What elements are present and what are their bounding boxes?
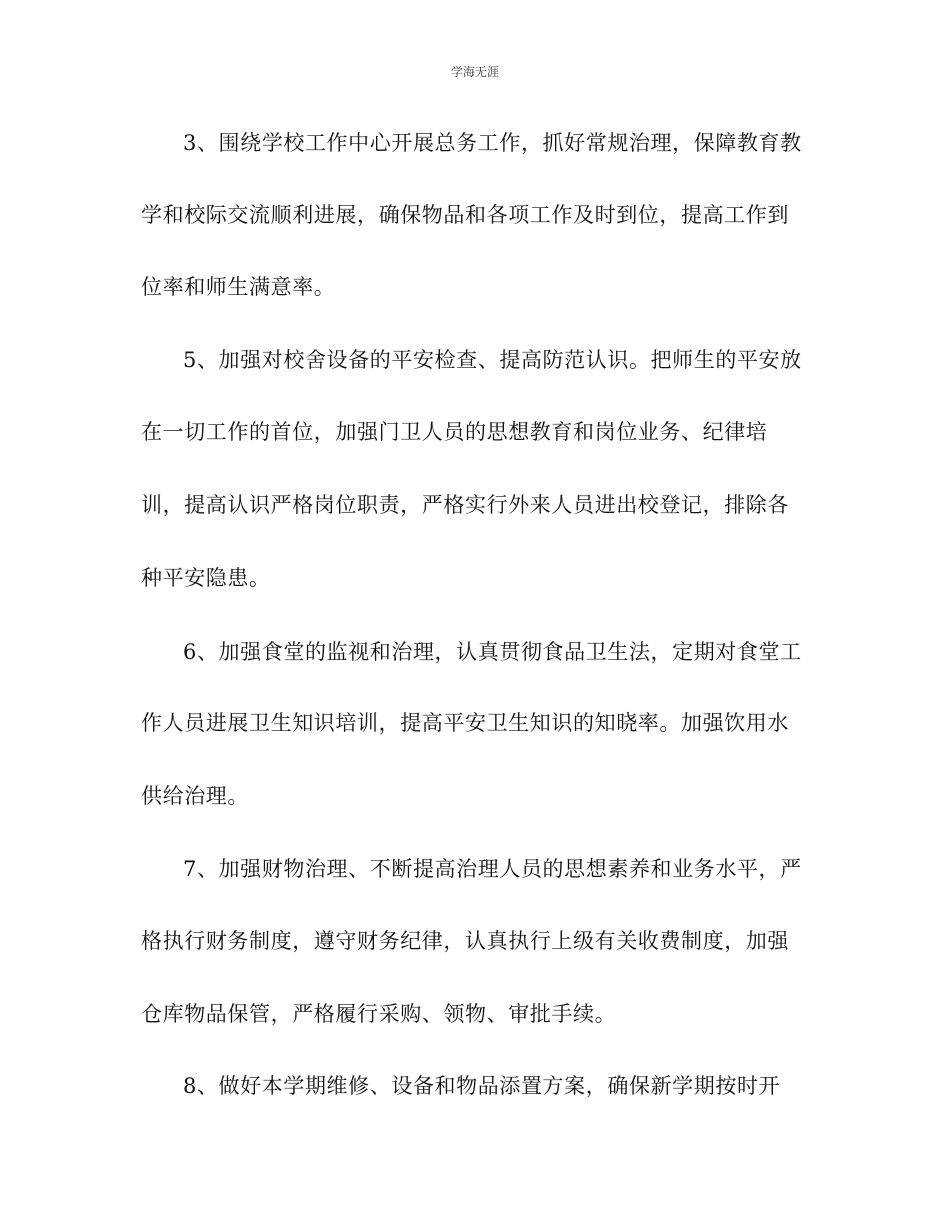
paragraph-line: 3、围绕学校工作中心开展总务工作，抓好常规治理，保障教育教 (183, 131, 802, 155)
paragraph-line: 种平安隐患。 (141, 566, 271, 590)
paragraph-line: 训，提高认识严格岗位职责，严格实行外来人员进出校登记，排除各 (141, 493, 789, 517)
paragraph-line: 供给治理。 (141, 784, 249, 808)
paragraph-line: 仓库物品保管，严格履行采购、领物、审批手续。 (141, 1002, 617, 1026)
paragraph-line: 格执行财务制度，遵守财务纪律，认真执行上级有关收费制度，加强 (141, 929, 789, 953)
page-header: 学海无涯 (450, 65, 499, 79)
paragraph-line: 作人员进展卫生知识培训，提高平安卫生知识的知晓率。加强饮用水 (141, 711, 789, 735)
paragraph-line: 在一切工作的首位，加强门卫人员的思想教育和岗位业务、纪律培 (141, 420, 768, 444)
paragraph-line: 7、加强财物治理、不断提高治理人员的思想素养和业务水平，严 (183, 857, 802, 881)
paragraph-line: 5、加强对校舍设备的平安检查、提高防范认识。把师生的平安放 (183, 348, 802, 372)
paragraph-line: 位率和师生满意率。 (141, 275, 336, 299)
paragraph-line: 学和校际交流顺利进展，确保物品和各项工作及时到位，提高工作到 (141, 203, 789, 227)
paragraph-line: 6、加强食堂的监视和治理，认真贯彻食品卫生法，定期对食堂工 (183, 640, 802, 664)
paragraph-line: 8、做好本学期维修、设备和物品添置方案，确保新学期按时开 (183, 1074, 781, 1098)
